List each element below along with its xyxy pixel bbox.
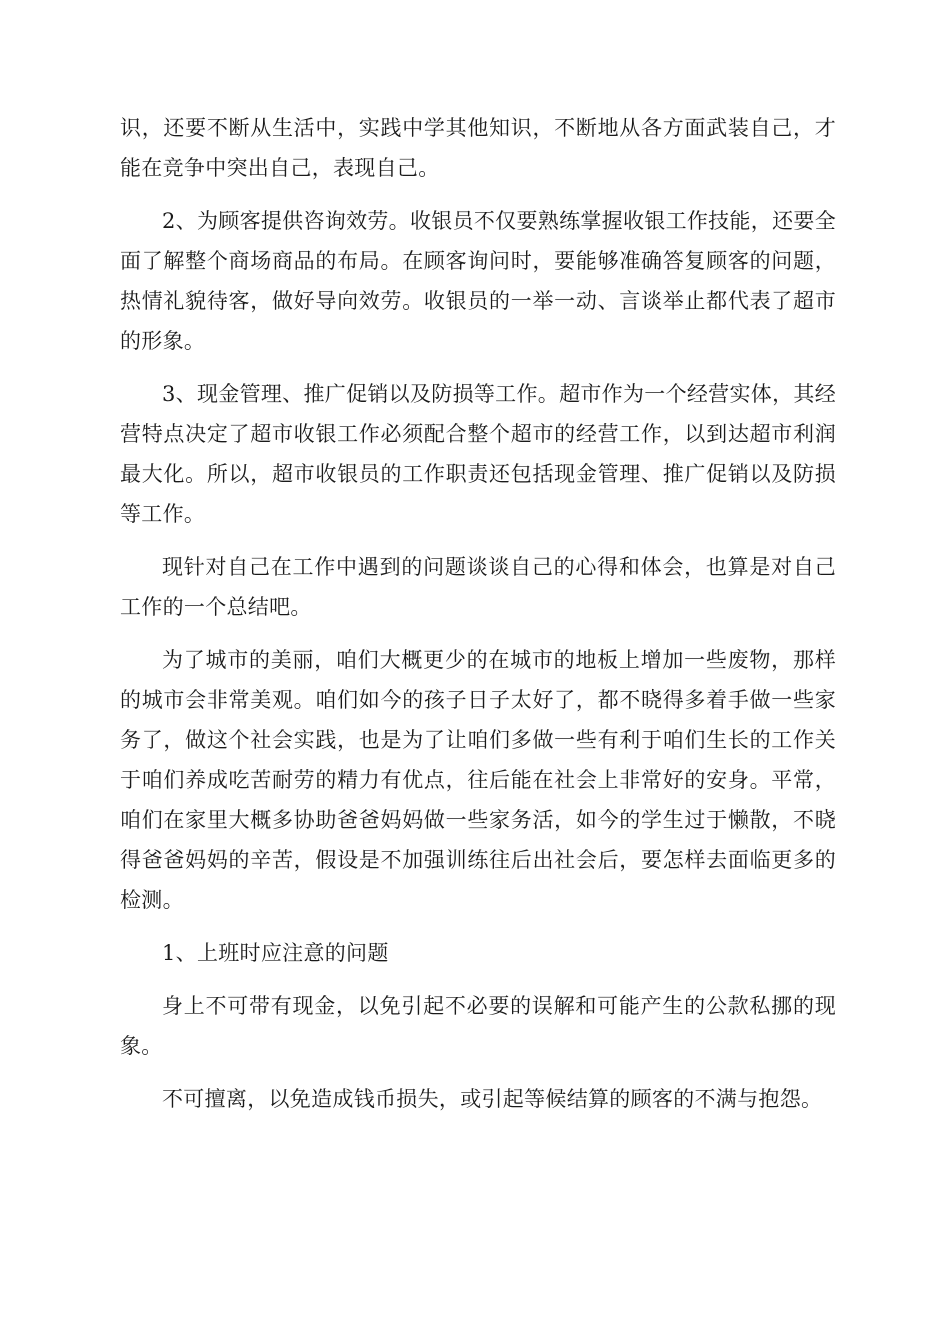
- paragraph-city-beauty: 为了城市的美丽，咱们大概更少的在城市的地板上增加一些废物，那样的城市会非常美观。咱们如今的孩子日子太好了，都不晓得多着手做一些家务了，做这个社会实践，也是为了让咱们多做一些有利于咱们生长的工作关于咱们养成吃苦耐劳的精力有优点，往后能在社会上非常好的安身。平常，咱们在家里大概多协助爸爸妈妈做一些家务活，如今的学生过于懒散，不晓得爸爸妈妈的辛苦，假设是不加强训练往后出社会后，要怎样去面临更多的检测。: [120, 648, 836, 912]
- paragraph-consulting-service: 2、为顾客提供咨询效劳。收银员不仅要熟练掌握收银工作技能，还要全面了解整个商场商品的布局。在顾客询问时，要能够准确答复顾客的问题，热情礼貌待客，做好导向效劳。收银员的一举一动、言谈举止都代表了超市的形象。: [120, 209, 836, 353]
- paragraph-cash-management: 3、现金管理、推广促销以及防损等工作。超市作为一个经营实体，其经营特点决定了超市收银工作必须配合整个超市的经营工作，以到达超市利润最大化。所以，超市收银员的工作职责还包括现金管理、推广促销以及防损等工作。: [120, 382, 836, 526]
- section-heading-work-notes: 1、上班时应注意的问题: [162, 941, 389, 965]
- paragraph-no-cash: 身上不可带有现金，以免引起不必要的误解和可能产生的公款私挪的现象。: [120, 994, 836, 1058]
- paragraph-no-leaving-post: 不可擅离，以免造成钱币损失，或引起等候结算的顾客的不满与抱怨。: [162, 1087, 823, 1111]
- document-body: [120, 108, 836, 1132]
- paragraph-work-summary-intro: 现针对自己在工作中遇到的问题谈谈自己的心得和体会，也算是对自己工作的一个总结吧。: [120, 555, 836, 619]
- paragraph-continuation: 识，还要不断从生活中，实践中学其他知识，不断地从各方面武装自己，才能在竞争中突出自己，表现自己。: [120, 116, 836, 180]
